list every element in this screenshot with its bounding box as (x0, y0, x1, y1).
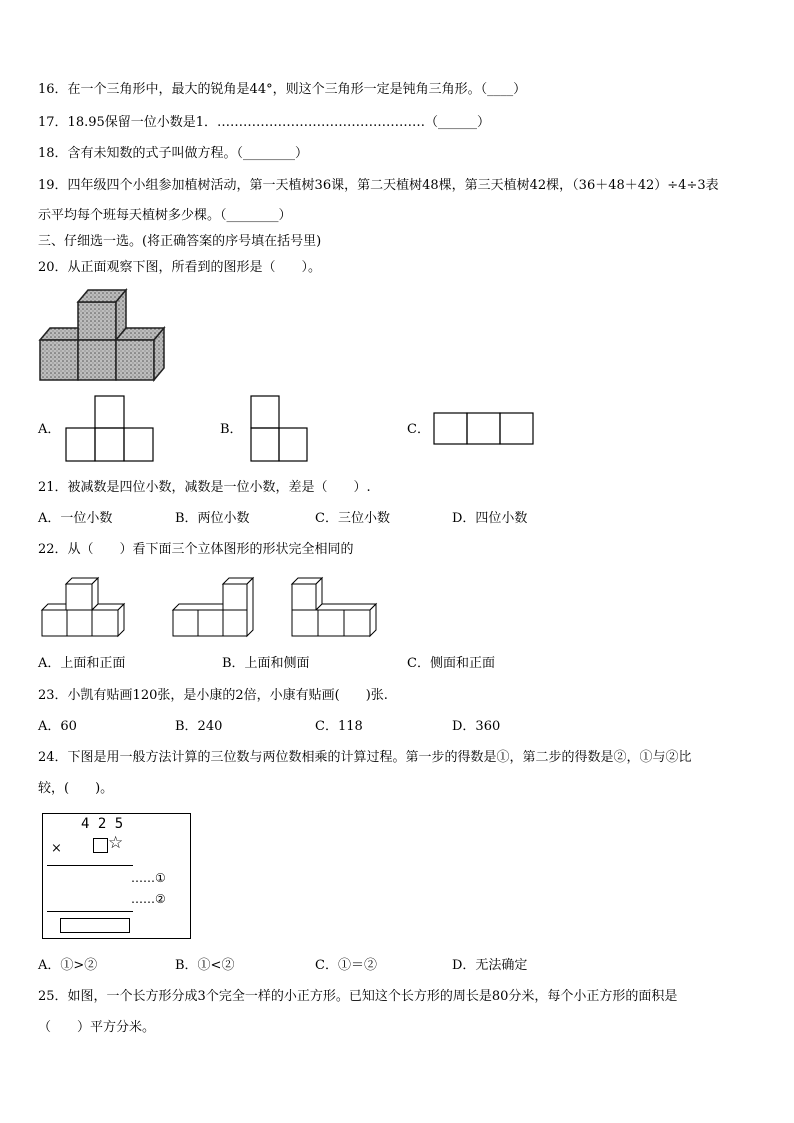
q20-option-b-figure[interactable] (250, 395, 310, 463)
q24-divider-2 (47, 911, 133, 912)
question-25-line2: （ ）平方分米。 (38, 1020, 156, 1035)
question-22: 22．从（ ）看下面三个立体图形的形状完全相同的 (38, 542, 354, 557)
q21-option-c[interactable]: C．三位小数 (315, 511, 390, 526)
q22-solid-1 (40, 576, 130, 638)
question-16: 16．在一个三角形中，最大的锐角是44°，则这个三角形一定是钝角三角形。（____） (38, 82, 527, 97)
q23-option-d[interactable]: D．360 (452, 719, 501, 734)
q22-option-b[interactable]: B．上面和侧面 (222, 656, 310, 671)
q22-solid-2 (171, 576, 261, 638)
q24-step1: ……① (131, 871, 166, 885)
q21-option-d[interactable]: D．四位小数 (452, 511, 528, 526)
q24-option-b[interactable]: B．①<② (175, 958, 235, 973)
q24-star-digit-icon: ☆ (108, 833, 124, 853)
q24-step2: ……② (131, 892, 166, 906)
question-19-line2: 示平均每个班每天植树多少棵。（________） (38, 208, 292, 223)
q23-option-a[interactable]: A．60 (38, 719, 77, 734)
question-23: 23．小凯有贴画120张，是小康的2倍，小康有贴画( )张. (38, 688, 388, 703)
q24-multiplicand: 4 2 5 (81, 816, 124, 832)
q21-option-b[interactable]: B．两位小数 (175, 511, 250, 526)
q24-divider-1 (47, 865, 133, 866)
q24-calculation-figure (42, 813, 191, 939)
q20-option-a-figure[interactable] (64, 395, 154, 463)
q24-option-c[interactable]: C．①＝② (315, 958, 377, 973)
question-18: 18．含有未知数的式子叫做方程。（________） (38, 146, 309, 161)
q24-square-digit-icon (93, 838, 108, 853)
q23-option-c[interactable]: C．118 (315, 719, 363, 734)
q22-option-a[interactable]: A．上面和正面 (38, 656, 126, 671)
question-24-line1: 24．下图是用一般方法计算的三位数与两位数相乘的计算过程。第一步的得数是①，第二步的得数是②，①与②比 (38, 750, 692, 765)
q20-option-a-label[interactable]: A． (38, 422, 61, 437)
q23-option-b[interactable]: B．240 (175, 719, 223, 734)
question-17: 17．18.95保留一位小数是1．…………………………………………（______） (38, 115, 491, 130)
q22-option-c[interactable]: C．侧面和正面 (407, 656, 495, 671)
q20-solid-figure (38, 288, 170, 384)
q20-option-c-figure[interactable] (433, 412, 535, 446)
question-21: 21．被减数是四位小数，减数是一位小数，差是（ ）. (38, 480, 371, 495)
section-3-heading: 三、仔细选一选。(将正确答案的序号填在括号里) (38, 234, 322, 249)
question-25-line1: 25．如图，一个长方形分成3个完全一样的小正方形。已知这个长方形的周长是80分米，每个小正方形的面积是 (38, 989, 678, 1004)
q24-option-d[interactable]: D．无法确定 (452, 958, 528, 973)
question-19-line1: 19．四年级四个小组参加植树活动，第一天植树36课，第二天植树48棵，第三天植树42棵，（36＋48＋42）÷4÷3表 (38, 178, 719, 193)
q20-option-c-label[interactable]: C． (407, 422, 430, 437)
q22-solid-3 (290, 576, 382, 638)
q24-option-a[interactable]: A．①>② (38, 958, 98, 973)
question-20: 20．从正面观察下图，所看到的图形是（ ）。 (38, 260, 322, 275)
q24-result-box (60, 918, 130, 933)
question-24-line2: 较，( )。 (38, 781, 114, 796)
q21-option-a[interactable]: A．一位小数 (38, 511, 113, 526)
q20-option-b-label[interactable]: B． (220, 422, 243, 437)
q24-times-sign: × (51, 841, 62, 856)
